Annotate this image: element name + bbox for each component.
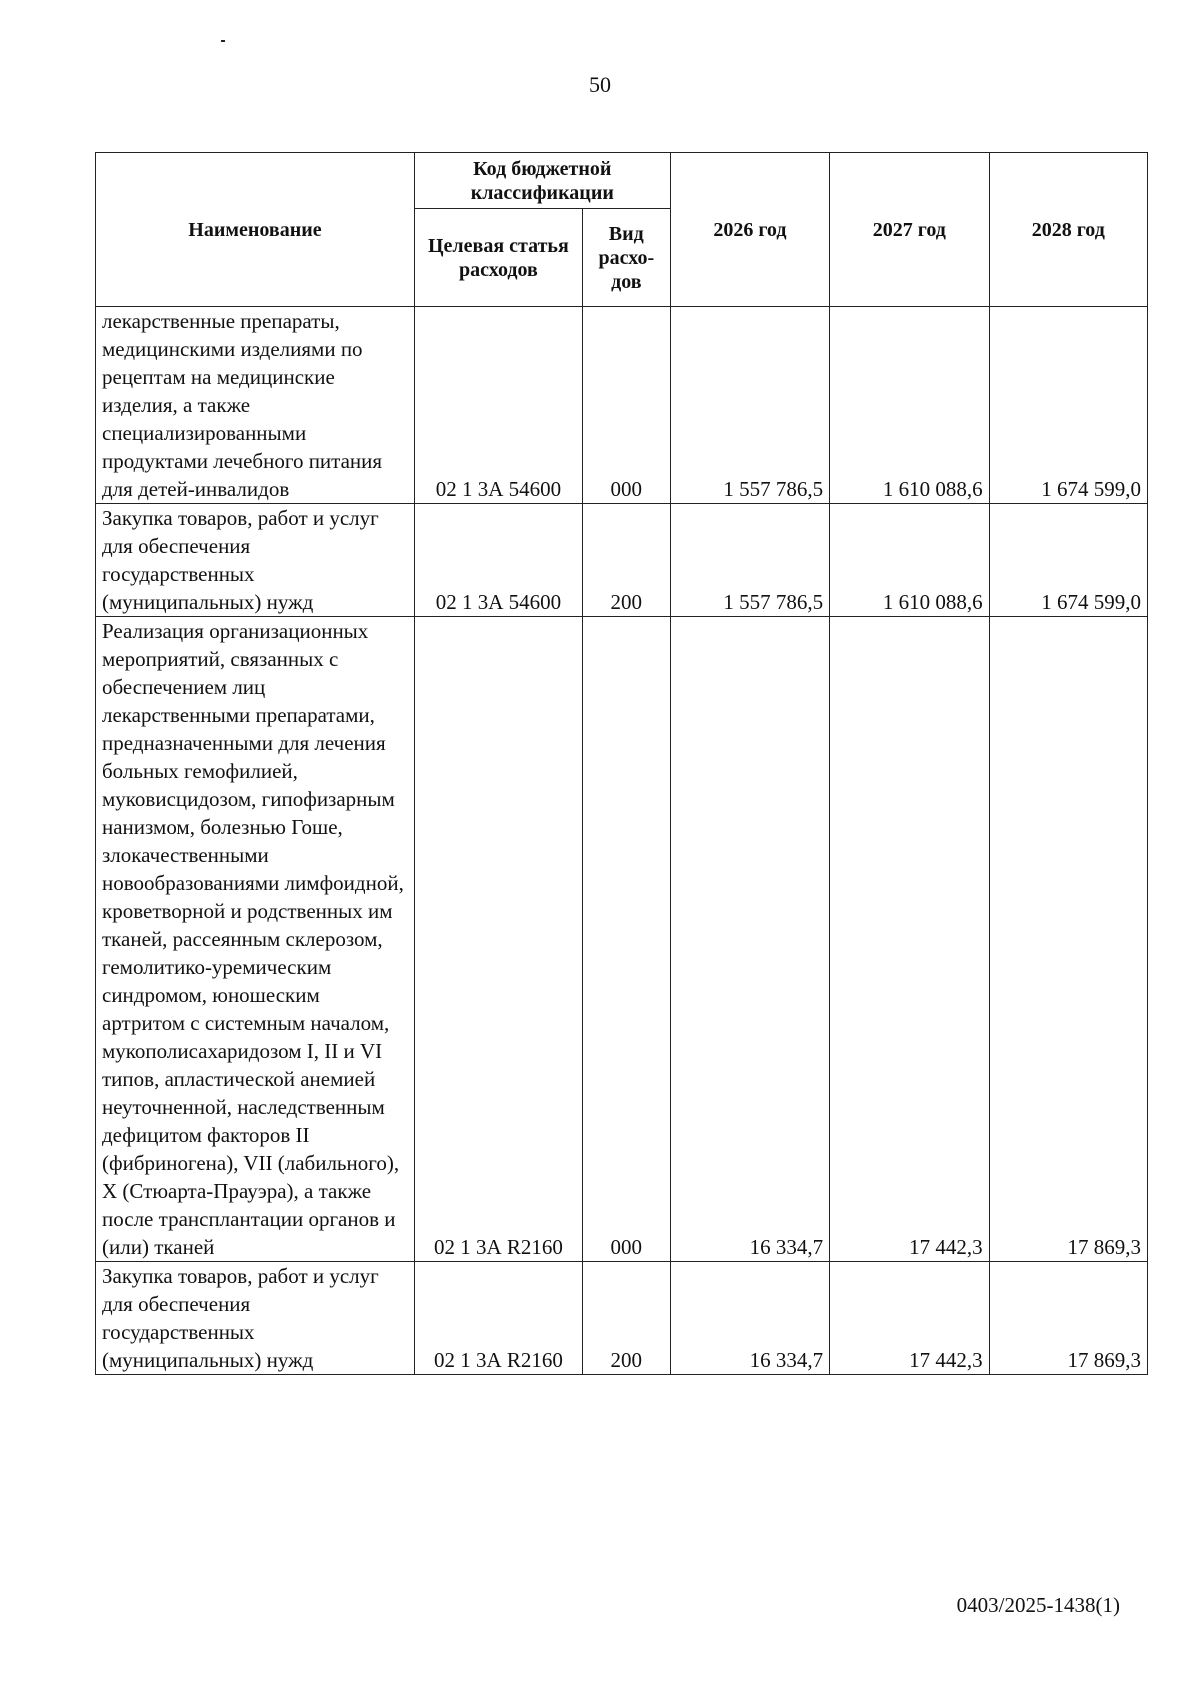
row-2027: 17 442,3 — [830, 1262, 989, 1375]
row-kind: 200 — [582, 504, 670, 617]
row-code: 02 1 3А R2160 — [414, 1262, 582, 1375]
row-code: 02 1 3А 54600 — [414, 504, 582, 617]
row-kind: 000 — [582, 307, 670, 504]
row-name: лекарственные препараты, медицинскими изделиями по рецептам на медицинские изделия, а также специализированными продуктами лечебного питания для детей-инвалидов — [102, 309, 383, 501]
row-2027: 1 610 088,6 — [830, 504, 989, 617]
row-code: 02 1 3А 54600 — [414, 307, 582, 504]
row-name: Закупка товаров, работ и услуг для обеспечения государственных (муниципальных) нужд — [102, 1264, 379, 1372]
row-2026: 16 334,7 — [670, 617, 829, 1262]
row-name: Реализация организационных мероприятий, связанных с обеспечением лиц лекарственными препаратами, предназначенными для лечения больных гемофилией, муковисцидозом, гипофизарным нанизмом, болезнью Гоше, злокачественными новообразованиями лимфоидной, кроветворной и родственных им тканей, рассеянным склерозом, гемолитико-уремическим синдромом, юношеским артритом с системным началом, мукополисахаридозом I, II и VI типов, апластической анемией неуточненной, наследственным дефицитом факторов II (фибриногена), VII (лабильного), X (Стюарта-Прауэра), а также после трансплантации органов и (или) тканей — [102, 619, 404, 1259]
row-2028: 17 869,3 — [989, 1262, 1147, 1375]
table-row — [96, 1262, 1148, 1375]
row-2026: 16 334,7 — [670, 1262, 829, 1375]
row-2027: 1 610 088,6 — [830, 307, 989, 504]
row-kind: 200 — [582, 1262, 670, 1375]
scan-speck — [221, 40, 225, 42]
header-target-article: Целевая статья расходов — [414, 209, 582, 307]
row-2027: 17 442,3 — [830, 617, 989, 1262]
page-number: 50 — [589, 72, 611, 97]
header-classification: Код бюджетной классификации — [414, 153, 670, 209]
table-row — [96, 617, 1148, 1262]
table-row — [96, 504, 1148, 617]
row-2028: 1 674 599,0 — [989, 307, 1147, 504]
row-kind: 000 — [582, 617, 670, 1262]
header-2026: 2026 год — [670, 153, 829, 307]
row-2026: 1 557 786,5 — [670, 504, 829, 617]
row-code: 02 1 3А R2160 — [414, 617, 582, 1262]
header-2028: 2028 год — [989, 153, 1147, 307]
row-name: Закупка товаров, работ и услуг для обеспечения государственных (муниципальных) нужд — [102, 506, 379, 614]
row-2028: 1 674 599,0 — [989, 504, 1147, 617]
budget-table — [95, 152, 1148, 1375]
row-2028: 17 869,3 — [989, 617, 1147, 1262]
header-2027: 2027 год — [830, 153, 989, 307]
header-name: Наименование — [96, 153, 415, 307]
table-row — [96, 307, 1148, 504]
row-2026: 1 557 786,5 — [670, 307, 829, 504]
document-code: 0403/2025-1438(1) — [956, 1593, 1120, 1617]
header-expense-kind: Вид расхо-дов — [582, 209, 670, 307]
